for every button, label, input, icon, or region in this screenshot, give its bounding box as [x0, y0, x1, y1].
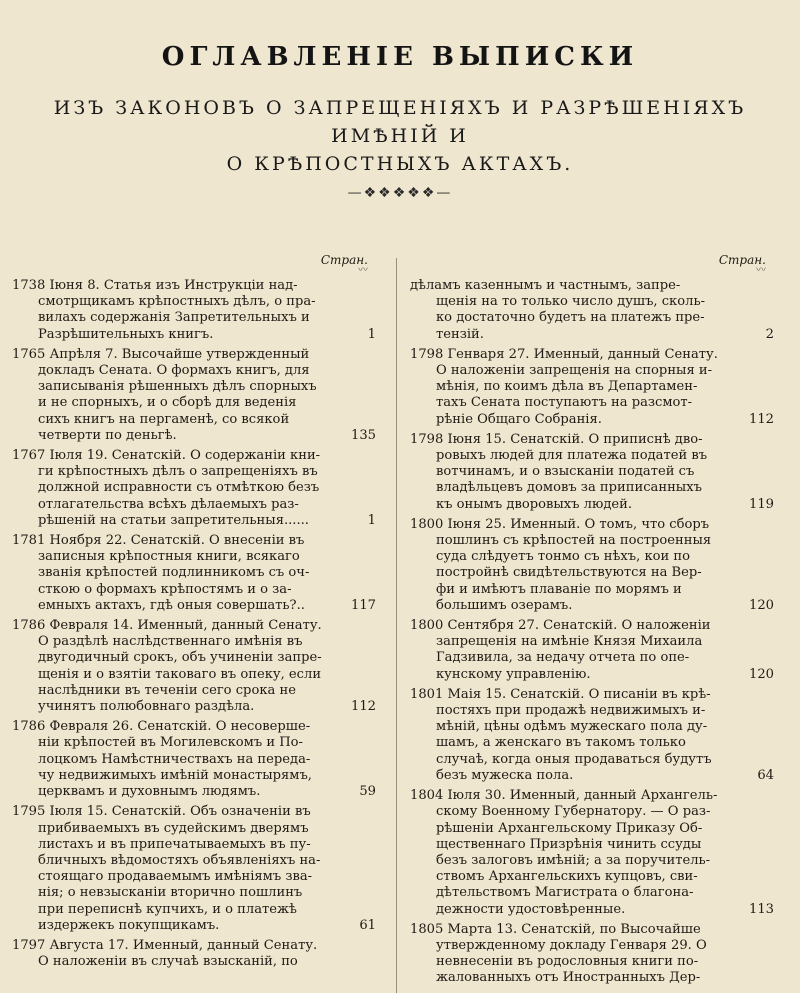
toc-entry-line: 59 церквамъ и духовнымъ людямъ.	[38, 784, 376, 800]
toc-entry-line: 120 кунскому управленію.	[436, 666, 774, 682]
toc-entry-line: сткою о формахъ крѣпостямъ и о за-	[38, 581, 292, 597]
toc-entry-line: ніи крѣпостей въ Могилевскомъ и По-	[38, 735, 303, 751]
toc-entry-line: 1765 Апрѣля 7. Высочайше утвержденный	[12, 346, 310, 362]
toc-list-right	[410, 278, 774, 987]
toc-page-number: 135	[347, 428, 376, 444]
right-column	[410, 252, 774, 991]
toc-entry-line: 1767 Іюля 19. Сенатскій. О содержаніи кни-	[12, 448, 321, 464]
toc-entry-line: двугодичный срокъ, объ учиненіи запре-	[38, 650, 322, 666]
toc-entry-line: пошлинъ съ крѣпостей на построенныя	[436, 533, 712, 549]
toc-entry	[410, 432, 774, 513]
toc-page-number: 119	[745, 497, 774, 513]
ornament-divider: —❖❖❖❖❖—	[347, 185, 453, 201]
toc-entry-line: Гадзивила, за недачу отчета по опе-	[436, 650, 690, 666]
toc-entry-line: О наложеніи запрещенія на спорныя и-	[436, 363, 713, 379]
toc-entry	[12, 278, 376, 343]
page-column-label: Стран.	[718, 253, 766, 267]
toc-page-number: 61	[355, 918, 376, 934]
toc-entry-line: 112 учинятъ полюбовнаго раздѣла.	[38, 699, 376, 715]
toc-page-number: 120	[745, 667, 774, 683]
page-column-header	[12, 252, 376, 278]
toc-entry-line: постройнѣ свидѣтельствуются на Вер-	[436, 565, 702, 581]
toc-page-number: 2	[762, 327, 774, 343]
toc-entry	[410, 278, 774, 343]
page-title: ОГЛАВЛЕНІЕ ВЫПИСКИ	[161, 42, 639, 72]
toc-entry-line: лоцкомъ Намѣстничествахъ на переда-	[38, 751, 311, 767]
toc-entry-line: 1801 Маія 15. Сенатскій. О писаніи въ крѣ-	[410, 686, 711, 702]
toc-page-number: 1	[364, 327, 376, 343]
toc-entry	[12, 448, 376, 529]
toc-entry-line: фи и имѣютъ плаваніе по морямъ и	[436, 581, 682, 597]
toc-entry	[12, 533, 376, 614]
toc-entry-line: щенія на то только число душъ, сколь-	[436, 294, 705, 310]
toc-entry-line: должной исправности съ отмѣткою безъ	[38, 480, 320, 496]
toc-entry	[12, 618, 376, 715]
toc-entry-line: постяхъ при продажѣ недвижимыхъ и-	[436, 703, 706, 719]
toc-entry-line: жалованныхъ отъ Иностранныхъ Дер-	[436, 970, 701, 986]
subtitle-line-2: О КРѢПОСТНЫХЪ АКТАХЪ.	[226, 153, 574, 175]
toc-entry-line: отлагательства всѣхъ дѣлаемыхъ раз-	[38, 496, 299, 512]
page-subtitle	[0, 94, 800, 178]
toc-entry-line: рѣшеніи Архангельскому Приказу Об-	[436, 820, 703, 836]
toc-entry-line: мѣнія, по коимъ дѣла въ Департамен-	[436, 379, 698, 395]
toc-entry-line: 1797 Августа 17. Именный, данный Сенату.	[12, 937, 318, 953]
toc-entry-line: 117 емныхъ актахъ, гдѣ оныя совершать?..	[38, 597, 376, 613]
toc-entry-line: 1798 Генваря 27. Именный, данный Сенату.	[410, 346, 718, 362]
toc-entry-line: ровыхъ людей для платежа податей въ	[436, 448, 708, 464]
toc-entry-line: владѣльцевъ домовъ за приписанныхъ	[436, 480, 702, 496]
toc-entry-line: стоящаго продаваемымъ имѣніямъ зва-	[38, 869, 313, 885]
toc-entry-line: 120 большимъ озерамъ.	[436, 597, 774, 613]
toc-entry-line: шамъ, а женскаго въ такомъ только	[436, 735, 686, 751]
toc-entry-line: записыванія рѣшенныхъ дѣлъ спорныхъ	[38, 379, 317, 395]
toc-entry-line: дѣтельствомъ Магистрата о благона-	[436, 885, 694, 901]
toc-page-number: 120	[745, 598, 774, 614]
toc-entry-line: бличныхъ вѣдомостяхъ объявленіяхъ на-	[38, 852, 321, 868]
toc-entry-line: мѣній, цѣны одѣмъ мужескаго пола ду-	[436, 719, 708, 735]
subtitle-line-1: ИЗЪ ЗАКОНОВЪ О ЗАПРЕЩЕНІЯХЪ И РАЗРѢШЕНІЯХЪ ИМѢНІЙ И	[53, 97, 747, 147]
toc-entry-line: утвержденному докладу Генваря 29. О	[436, 937, 707, 953]
toc-page-number: 64	[753, 768, 774, 784]
toc-entry-line: 1798 Іюня 15. Сенатскій. О приписнѣ дво-	[410, 431, 703, 447]
toc-entry-line: 1800 Іюня 25. Именный. О томъ, что сборъ	[410, 516, 710, 532]
toc-entry-line: 64 безъ мужеска пола.	[436, 767, 774, 783]
toc-entry	[410, 618, 774, 683]
toc-page-number: 113	[745, 902, 774, 918]
toc-entry-line: 1786 Февраля 14. Именный, данный Сенату.	[12, 618, 322, 634]
toc-entry	[12, 719, 376, 800]
toc-page-number: 112	[347, 699, 376, 715]
toc-entry-line: 135 четверти по деньгѣ.	[38, 427, 376, 443]
left-column	[12, 252, 376, 974]
toc-page-number: 117	[347, 598, 376, 614]
toc-list-left	[12, 278, 376, 970]
toc-entry-line: смотрщикамъ крѣпостныхъ дѣлъ, о пра-	[38, 294, 316, 310]
toc-entry-line: 1795 Іюля 15. Сенатскій. Объ означеніи въ	[12, 804, 311, 820]
flourish-icon: 〰	[358, 265, 368, 277]
toc-entry-line: ги крѣпостныхъ дѣлъ о запрещеніяхъ въ	[38, 464, 318, 480]
toc-entry-line: щественнаго Призрѣнія чинить ссуды	[436, 836, 702, 852]
column-divider	[396, 258, 397, 993]
toc-entry	[410, 517, 774, 614]
toc-entry-line: 119 къ онымъ дворовыхъ людей.	[436, 496, 774, 512]
toc-entry-line: вотчинамъ, и о взысканіи податей съ	[436, 464, 695, 480]
toc-entry-line: вилахъ содержанія Запретительныхъ и	[38, 310, 310, 326]
toc-entry-line: скому Военному Губернатору. — О раз-	[436, 804, 711, 820]
toc-entry-line: щенія и о взятіи таковаго въ опеку, если	[38, 666, 322, 682]
toc-entry-line: наслѣдники въ теченіи сего срока не	[38, 682, 296, 698]
toc-entry	[12, 804, 376, 934]
toc-entry	[410, 788, 774, 918]
toc-entry-line: листахъ и въ припечатываемыхъ въ пу-	[38, 836, 311, 852]
toc-entry	[12, 938, 376, 970]
toc-entry	[410, 922, 774, 987]
toc-entry-line: суда слѣдуетъ тонмо съ нѣхъ, кои по	[436, 549, 691, 565]
toc-entry-line: при переписнѣ купчихъ, и о платежѣ	[38, 901, 297, 917]
toc-entry-line: званія крѣпостей подлинникомъ съ оч-	[38, 565, 310, 581]
toc-entry-line: запрещенія на имѣніе Князя Михаила	[436, 634, 703, 650]
toc-entry-line: 1738 Іюня 8. Статья изъ Инструкціи над-	[12, 278, 298, 293]
toc-entry-line: дѣламъ казеннымъ и частнымъ, запре-	[410, 278, 681, 293]
toc-entry-line: О раздѣлѣ наслѣдственнаго имѣнія въ	[38, 634, 303, 650]
toc-entry-line: невнесеніи въ родословныя книги по-	[436, 954, 699, 970]
toc-entry-line: 1 Разрѣшительныхъ книгъ.	[38, 326, 376, 342]
toc-entry-line: записныя крѣпостныя книги, всякаго	[38, 549, 300, 565]
toc-entry-line: О наложеніи въ случаѣ взысканій, по	[38, 954, 298, 970]
page-column-label: Стран.	[320, 253, 368, 267]
toc-entry-line: 1804 Іюля 30. Именный, данный Архангель-	[410, 788, 718, 804]
toc-entry-line: случаѣ, когда оныя продаваться будутъ	[436, 751, 712, 767]
toc-entry-line: 1800 Сентября 27. Сенатскій. О наложеніи	[410, 618, 711, 634]
toc-page-number: 59	[355, 784, 376, 800]
toc-entry-line: и не спорныхъ, и о сборѣ для веденія	[38, 395, 297, 411]
flourish-icon: 〰	[756, 265, 766, 277]
toc-entry	[410, 347, 774, 428]
toc-entry-line: 2 тензій.	[436, 326, 774, 342]
toc-entry-line: сихъ книгъ на пергаменѣ, со всякой	[38, 411, 290, 427]
toc-entry-line: нія; о невзысканіи вторично пошлинъ	[38, 885, 303, 901]
toc-entry-line: 1 рѣшеній на статьи запретительныя......	[38, 512, 376, 528]
toc-page-number: 112	[745, 412, 774, 428]
toc-entry-line: докладъ Сената. О формахъ книгъ, для	[38, 363, 310, 379]
toc-entry-line: 1805 Марта 13. Сенатскій, по Высочайше	[410, 921, 701, 937]
toc-entry-line: 1786 Февраля 26. Сенатскій. О несоверше-	[12, 719, 311, 735]
toc-entry-line: чу недвижимыхъ имѣній монастырямъ,	[38, 767, 312, 783]
toc-entry	[410, 687, 774, 784]
toc-entry-line: тахъ Сената поступаютъ на разсмот-	[436, 395, 693, 411]
toc-entry-line: 61 издержекъ покупщикамъ.	[38, 917, 376, 933]
toc-entry-line: ко достаточно будетъ на платежъ пре-	[436, 310, 705, 326]
toc-entry-line: 1781 Ноября 22. Сенатскій. О внесеніи въ	[12, 533, 305, 549]
toc-entry	[12, 347, 376, 444]
toc-entry-line: прибиваемыхъ въ судейскимъ дверямъ	[38, 820, 309, 836]
toc-entry-line: ствомъ Архангельскихъ купцовъ, сви-	[436, 869, 698, 885]
toc-entry-line: 113 дежности удостовѣренные.	[436, 901, 774, 917]
toc-page-number: 1	[364, 513, 376, 529]
toc-entry-line: безъ залоговъ имѣній; а за поручитель-	[436, 852, 711, 868]
page-column-header	[410, 252, 774, 278]
toc-entry-line: 112 рѣніе Общаго Собранія.	[436, 411, 774, 427]
